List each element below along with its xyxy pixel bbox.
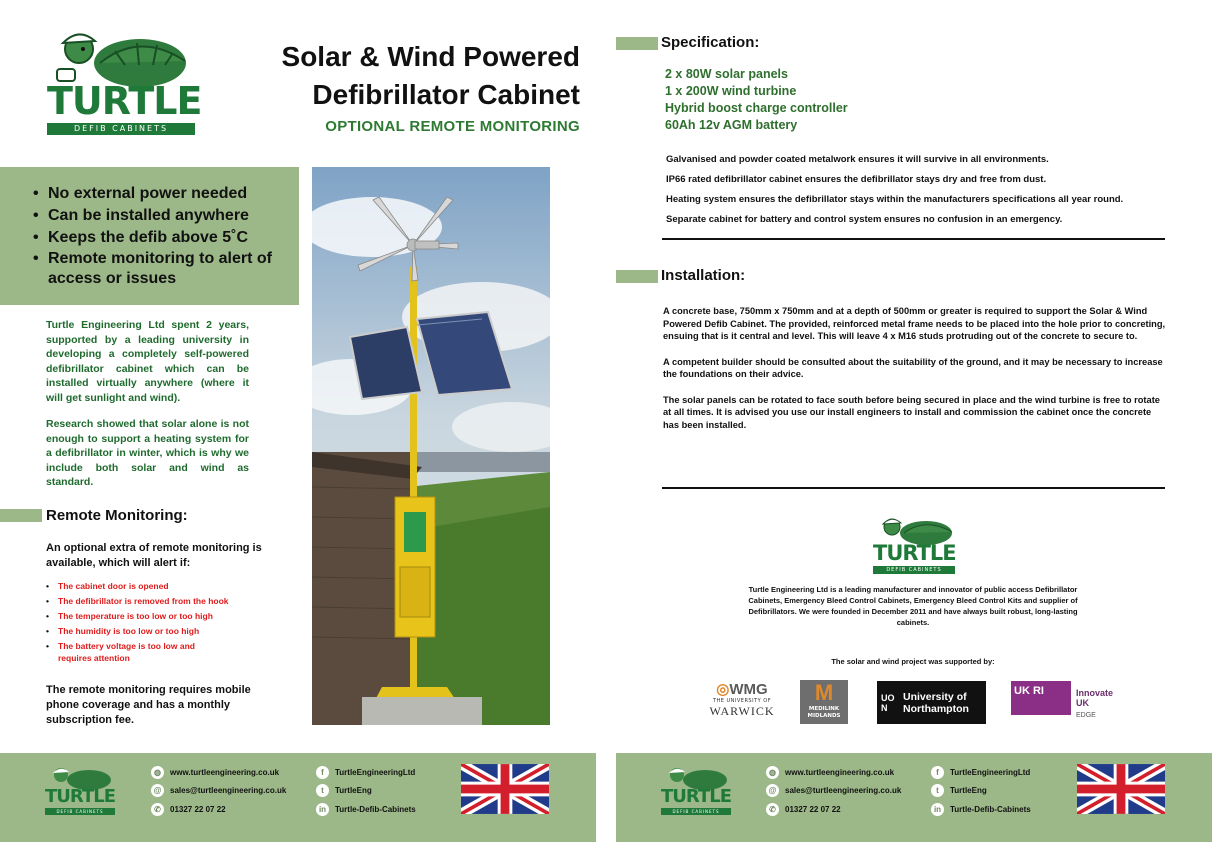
feature-highlights: [0, 167, 299, 305]
list-item: • The cabinet door is opened: [46, 581, 286, 593]
phone-text: 01327 22 07 22: [170, 805, 226, 814]
innovate-line2: UK: [1076, 698, 1089, 708]
phone-icon: ✆: [151, 803, 164, 816]
spec-item: 1 x 200W wind turbine: [665, 84, 797, 98]
remote-monitoring-heading: Remote Monitoring:: [46, 507, 188, 524]
twitter-link[interactable]: [316, 784, 372, 797]
globe-icon: ◍: [766, 766, 779, 779]
spec-detail: IP66 rated defibrillator cabinet ensures the defibrillator stays dry and free from dust.: [666, 174, 1047, 185]
twitter-text: TurtleEng: [335, 786, 372, 795]
remote-intro: An optional extra of remote monitoring is available, which will alert if:: [46, 542, 262, 569]
spec-detail: Galvanised and powder coated metalwork ensures it will survive in all environments.: [666, 154, 1049, 165]
warwick-text: WARWICK: [709, 704, 775, 718]
wmg-warwick-logo: ◎WMG THE UNIVERSITY OF WARWICK: [706, 681, 778, 721]
phone-number[interactable]: [766, 803, 841, 816]
install-paragraph: The solar panels can be rotated to face south before being secured in place and the wind turbine is free to rotate at all times. It is advised you use our install engineers to install and commission the cabinet once the concrete has been installed.: [663, 394, 1160, 430]
ukri-innovate-logo: [1011, 681, 1121, 723]
install-paragraph: A concrete base, 750mm x 750mm and at a depth of 500mm or greater is required to support the Solar & Wind Powered Defib Cabinet. The provided, reinforced metal frame needs to be placed into the hole prior to concreting, ensuing that is it central and level. This will leave 4 x M16 studs protruding out of the concrete to secure to.: [663, 306, 1166, 341]
twitter-text: TurtleEng: [950, 786, 987, 795]
feature-item: • Keeps the defib above 5˚C: [48, 227, 299, 249]
product-photo: [312, 167, 550, 725]
phone-text: 01327 22 07 22: [785, 805, 841, 814]
divider: [662, 238, 1165, 240]
list-item: • The battery voltage is too low and requires attention: [46, 641, 216, 664]
feature-item: • Remote monitoring to alert of access or issues: [48, 249, 288, 289]
email-icon: @: [766, 784, 779, 797]
page-title: [250, 38, 580, 114]
logo-tagline: DEFIB CABINETS: [47, 123, 195, 135]
title-line-2: Defibrillator Cabinet: [312, 79, 580, 110]
wmg-text: WMG: [729, 681, 768, 698]
intro-paragraph: Research showed that solar alone is not enough to support a heating system for a defibrillator in winter, which is why we include both solar and wind as standard.: [46, 418, 249, 488]
phone-number[interactable]: [151, 803, 226, 816]
website-text: www.turtleengineering.co.uk: [170, 768, 280, 777]
northampton-line2: Northampton: [903, 702, 969, 715]
intro-text: [46, 318, 249, 502]
section-marker: [616, 37, 658, 50]
logo-wordmark: TURTLE: [661, 786, 731, 807]
feature-item: • No external power needed: [48, 183, 299, 205]
section-marker: [616, 270, 658, 283]
innovate-line3: EDGE: [1076, 712, 1096, 719]
northampton-mark-icon: UO N: [881, 692, 895, 713]
linkedin-link[interactable]: [931, 803, 1031, 816]
alert-list: [46, 581, 286, 668]
installation-heading: Installation:: [661, 267, 746, 284]
wmg-subtext: THE UNIVERSITY OF: [712, 698, 772, 704]
supported-by-label: The solar and wind project was supported by:: [831, 657, 995, 666]
twitter-link[interactable]: [931, 784, 987, 797]
page-subtitle: OPTIONAL REMOTE MONITORING: [325, 118, 580, 135]
specification-details: [666, 150, 1176, 230]
logo-tagline: DEFIB CABINETS: [661, 808, 731, 815]
medilink-logo: [800, 680, 848, 724]
remote-footer-text: The remote monitoring requires mobile phone coverage and has a monthly subscription fee.: [46, 684, 251, 726]
facebook-text: TurtleEngineeringLtd: [950, 768, 1031, 777]
ukri-text: UK RI: [1014, 685, 1044, 697]
spec-item: Hybrid boost charge controller: [665, 101, 848, 115]
install-paragraph: A competent builder should be consulted about the suitability of the ground, and it may be necessary to increase the foundations on their advice.: [663, 356, 1163, 379]
logo-wordmark: TURTLE: [45, 786, 115, 807]
email-link[interactable]: [151, 784, 286, 797]
facebook-icon: f: [931, 766, 944, 779]
medilink-text: MEDILINK MIDLANDS: [807, 706, 841, 719]
specification-list: [665, 66, 848, 134]
section-marker: [0, 509, 42, 522]
email-link[interactable]: [766, 784, 901, 797]
linkedin-link[interactable]: [316, 803, 416, 816]
turtle-logo: [45, 25, 202, 137]
feature-item: • Can be installed anywhere: [48, 205, 299, 227]
facebook-link[interactable]: [316, 766, 415, 779]
website-text: www.turtleengineering.co.uk: [785, 768, 895, 777]
divider: [662, 487, 1165, 489]
logo-tagline: DEFIB CABINETS: [45, 808, 115, 815]
facebook-icon: f: [316, 766, 329, 779]
linkedin-text: Turtle-Defib-Cabinets: [950, 805, 1031, 814]
email-text: sales@turtleengineering.co.uk: [785, 786, 902, 795]
email-text: sales@turtleengineering.co.uk: [170, 786, 287, 795]
globe-icon: ◍: [151, 766, 164, 779]
intro-paragraph: Turtle Engineering Ltd spent 2 years, supported by a leading university in developing a completely self-powered defibrillator cabinet which can be installed virtually anywhere (where it will get sunlight and wind).: [46, 319, 249, 404]
facebook-text: TurtleEngineeringLtd: [335, 768, 416, 777]
linkedin-text: Turtle-Defib-Cabinets: [335, 805, 416, 814]
turtle-logo-small: [872, 515, 956, 577]
phone-icon: ✆: [766, 803, 779, 816]
logo-wordmark: TURTLE: [47, 79, 202, 123]
specification-heading: Specification:: [661, 34, 760, 51]
website-link[interactable]: [151, 766, 279, 779]
footer-logo: [661, 765, 731, 817]
medilink-mark-icon: M: [814, 680, 834, 705]
website-link[interactable]: [766, 766, 894, 779]
list-item: • The humidity is too low or too high: [46, 626, 286, 638]
spec-item: 2 x 80W solar panels: [665, 67, 788, 81]
uk-flag-icon: [1077, 764, 1165, 814]
list-item: • The defibrillator is removed from the hook: [46, 596, 286, 608]
email-icon: @: [151, 784, 164, 797]
title-line-1: Solar & Wind Powered: [281, 41, 580, 72]
company-about: Turtle Engineering Ltd is a leading manufacturer and innovator of public access Defibrillator Cabinets, Emergency Bleed Control Cabinets, Emergency Bleed Control Kits and supplier of Defibrillators. We were founded in December 2011 and have always built robust, long-lasting cabinets.: [748, 585, 1078, 627]
twitter-icon: t: [316, 784, 329, 797]
spec-detail: Heating system ensures the defibrillator stays within the manufacturers specifications all year round.: [666, 194, 1124, 205]
installation-text: [663, 305, 1168, 444]
facebook-link[interactable]: [931, 766, 1030, 779]
spec-item: 60Ah 12v AGM battery: [665, 118, 798, 132]
footer-logo: [45, 765, 115, 817]
spec-detail: Separate cabinet for battery and control system ensures no confusion in an emergency.: [666, 214, 1063, 225]
innovate-line1: Innovate: [1076, 688, 1114, 698]
northampton-line1: University of: [903, 690, 967, 703]
logo-wordmark: TURTLE: [873, 541, 956, 565]
logo-tagline: DEFIB CABINETS: [873, 566, 955, 574]
linkedin-icon: in: [316, 803, 329, 816]
list-item: • The temperature is too low or too high: [46, 611, 286, 623]
twitter-icon: t: [931, 784, 944, 797]
uk-flag-icon: [461, 764, 549, 814]
northampton-logo: [877, 681, 986, 724]
linkedin-icon: in: [931, 803, 944, 816]
